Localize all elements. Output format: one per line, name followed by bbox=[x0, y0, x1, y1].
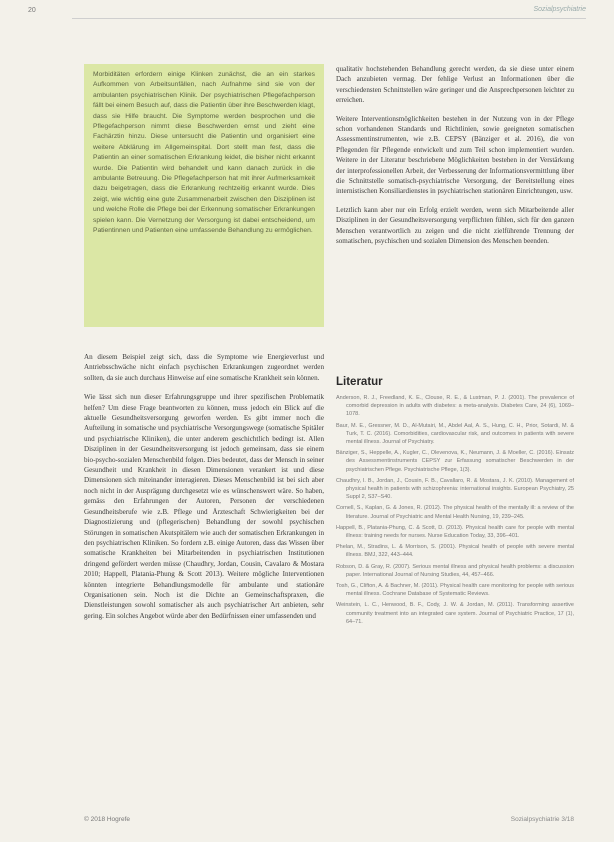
page-number: 20 bbox=[28, 7, 36, 14]
reference-item: Weinstein, L. C., Henwood, B. F., Cody, J. W. & Jordan, M. (2011). Transforming assertive community treatment into an integrated care system. Journal of Psychiatric Practice, 17 (1), 64–71. bbox=[336, 602, 574, 625]
footer-issue: Sozialpsychiatrie 3/18 bbox=[510, 816, 574, 823]
case-example-box bbox=[84, 64, 324, 327]
reference-item: Phelan, M., Stradins, L. & Morrison, S. (2001). Physical health of people with severe mental illness. BMJ, 322, 443–444. bbox=[336, 544, 574, 559]
header-divider bbox=[72, 18, 586, 19]
reference-item: Baur, M. E., Gressner, M. D., Al-Mutairi, M., Abdel Aal, A. S., Hung, C. H., Prior, Sotardi, M. & Turk, T. C. (2016). Comorbidities, cardiovascular risk, and outcomes in patients with severe mental illness. Journal of Psychiatry. bbox=[336, 422, 574, 446]
footer-copyright: © 2018 Hogrefe bbox=[84, 816, 130, 823]
reference-item: Robson, D. & Gray, R. (2007). Serious mental illness and physical health problems: a discussion paper. International Journal of Nursing Studies, 44, 457–466. bbox=[336, 563, 574, 578]
body-paragraph: Wie lässt sich nun dieser Erfahrungsgruppe und ihrer spezifischen Problematik helfen? Um diese Frage beantworten zu können, muss jedoch ein Blick auf die aktuelle Gesundheitsversorgung geworfen werden. Es gibt immer noch die Aufteilung in somatische und psychiatrische Versorgungswege (somatische Spitäler und psychiatrische Kliniken), die unter anderem geschichtlich bedingt ist. Allen Disziplinen in der Gesundheitsversorgung ist jedoch gemeinsam, dass sie einem bio-psycho-sozialen Menschenbild folgen. Dies bedeutet, dass der Mensch in seiner Gesundheit und Krankheit in diesen Dimensionen verankert ist und diese Dimensionen sich miteinander interagieren. Dieses Menschenbild ist bei sich aber noch nicht in der Ausprägung durchgesetzt wie es wünschenswert wäre. So haben, gemäss den Erfahrungen der Autoren, Personen der verschiedenen Gesundheitsberufe wie z.B. Pflege und Ärzteschaft Schwierigkeiten bei der Diagnostizierung und (pflegerischen) Behandlung der sowohl psychischen Störungen in somatischen Akutspitälern wie auch der somatischen Erkrankungen in den psychiatrischen Kliniken. So fordern z.B. einige Autoren, dass das Wissen über somatische Krankheiten bei Mitarbeitenden in psychiatrischen Institutionen dringend gefördert werden müsse (Chaudhry, Jordan, Cousin, Cavalaro & Mostara 2010; Happell, Platania-Phung & Scott 2013). Weitere mögliche Interventionen könnten integrierte Behandlungsmodelle für ambulante und stationäre Organisationen sein. Noch ist die Dichte an Gemeinschaftspraxen, die Dienstleistungen sowohl somatischer als auch psychiatrischer Art anbieten, sehr gering. Ein solches Angebot würde aber den Bedürfnissen einer umfassenden und bbox=[84, 393, 324, 620]
body-paragraph: An diesem Beispiel zeigt sich, dass die Symptome wie Energieverlust und Antriebsschwäche nicht einfach psychischen Erkrankungen zugeordnet werden sollten, da sie auch durchaus Hinweise auf eine somatische Krankheit sein können. bbox=[84, 353, 324, 382]
reference-item: Happell, B., Platania-Phung, C. & Scott, D. (2013). Physical health care for people with mental illness: training needs for nurses. Nurse Education Today, 33, 396–401. bbox=[336, 524, 574, 540]
reference-list bbox=[336, 394, 574, 629]
reference-item: Chaudhry, I. B., Jordan, J., Cousin, F. B., Cavallaro, R. & Mostara, J. K. (2010). Management of physical health in patients with schizophrenia: international insights. European Psychiatry, 25 Suppl 2, S37–S40. bbox=[336, 477, 574, 501]
body-paragraph: Letztlich kann aber nur ein Erfolg erzielt werden, wenn sich Mitarbeitende aller Disziplinen in der Gesundheitsversorgung verpflichten fühlen, sich für den ganzen Menschen verantwortlich zu zeigen und die nicht zielführende Trennung der somatischen, psychischen und sozialen Dimension des Menschen beenden. bbox=[336, 205, 574, 246]
left-column bbox=[84, 352, 324, 630]
reference-item: Anderson, R. J., Freedland, K. E., Clouse, R. E., & Lustman, P. J. (2001). The prevalence of comorbid depression in adults with diabetes: a meta-analysis. Diabetes Care, 24 (6), 1069–1078. bbox=[336, 395, 574, 418]
reference-item: Cornell, S., Kaplan, G. & Jones, R. (2012). The physical health of the mentally ill: a review of the literature. Journal of Psychiatric and Mental Health Nursing, 19, 239–245. bbox=[336, 505, 574, 520]
case-example-text: Morbiditäten erfordern einige Klinken zunächst, die an ein starkes Aufkommen von Arbeitsunfällen, nach Aufnahme sind sie von der ambulanten psychiatrischen Klinik. Der psychiatrischen Pflegefachperson fällt bei einem Besuch auf, dass die Patientin über ihre Beschwerden klagt, dass sie Hilfe braucht. Die Symptome werden besprochen und die Pflegefachperson nimmt diese Beschwerden ernst und zieht eine Fachärztin hinzu. Diese untersucht die Patientin und organisiert eine weitere Abklärung im Allgemeinspital. Dort stellt man fest, dass die Patientin an einer somatischen Erkrankung leidet, die bisher nicht erkannt wurde. Die Patientin wird behandelt und kann danach zurück in die ambulante Betreuung. Die Pflegefachperson hat mit ihrer Aufmerksamkeit dazu beigetragen, dass die Erkrankung rechtzeitig erkannt wurde. Dies zeigt, wie wichtig eine gute Zusammenarbeit zwischen den Disziplinen ist und welche Rolle die Pflege bei der Erkennung somatischer Erkrankungen spielen kann. Die Vernetzung der Versorgung ist dabei entscheidend, um Patientinnen und Patienten eine umfassende Behandlung zu ermöglichen. bbox=[93, 71, 315, 235]
reference-item: Tosh, G., Clifton, A. & Bachner, M. (2011). Physical health care monitoring for people with serious mental illness. Cochrane Database of Systematic Reviews. bbox=[336, 583, 574, 598]
literature-heading: Literatur bbox=[336, 376, 383, 388]
reference-item: Bänziger, S., Heppelle, A., Kugler, C., Olevenova, K., Neumann, J. & Moeller, C. (2016). Einsatz des Assessmentinstruments CEPSY zur Erfassung somatischer Beschwerden in der psychiatrischen Pflege. Psychiatrische Pflege, 1(3). bbox=[336, 450, 574, 473]
right-column bbox=[336, 64, 574, 255]
body-paragraph: Weitere Interventionsmöglichkeiten bestehen in der Nutzung von in der Pflege schon vorhandenen Standards und Richtlinien, sowie geeigneten somatischen Assessmentinstrumenten, wie z.B. CEPSY (Bänziger et al. 2016), die von Pflegenden für Pflegende entwickelt und zum Teil schon implementiert wurden. Weitere in der Literatur beschriebene Möglichkeiten bestehen in der Verstärkung der interprofessionellen Arbeit, der Verbesserung der Informationsvermittlung über die Schnittstelle somatisch-psychiatrische Versorgung, der Bereitstellung eines internistischen Konsiliardienstes in psychiatrischen stationären Einrichtungen, usw. bbox=[336, 114, 574, 196]
journal-name: Sozialpsychiatrie bbox=[533, 6, 586, 13]
body-paragraph: qualitativ hochstehenden Behandlung gerecht werden, da sie diese unter einem Dach anzubieten vermag. Der fehlige Verlust an Informationen über die verschiedensten Schnittstellen wäre geringer und die Ansprechpersonen leichter zu erreichen. bbox=[336, 65, 574, 105]
